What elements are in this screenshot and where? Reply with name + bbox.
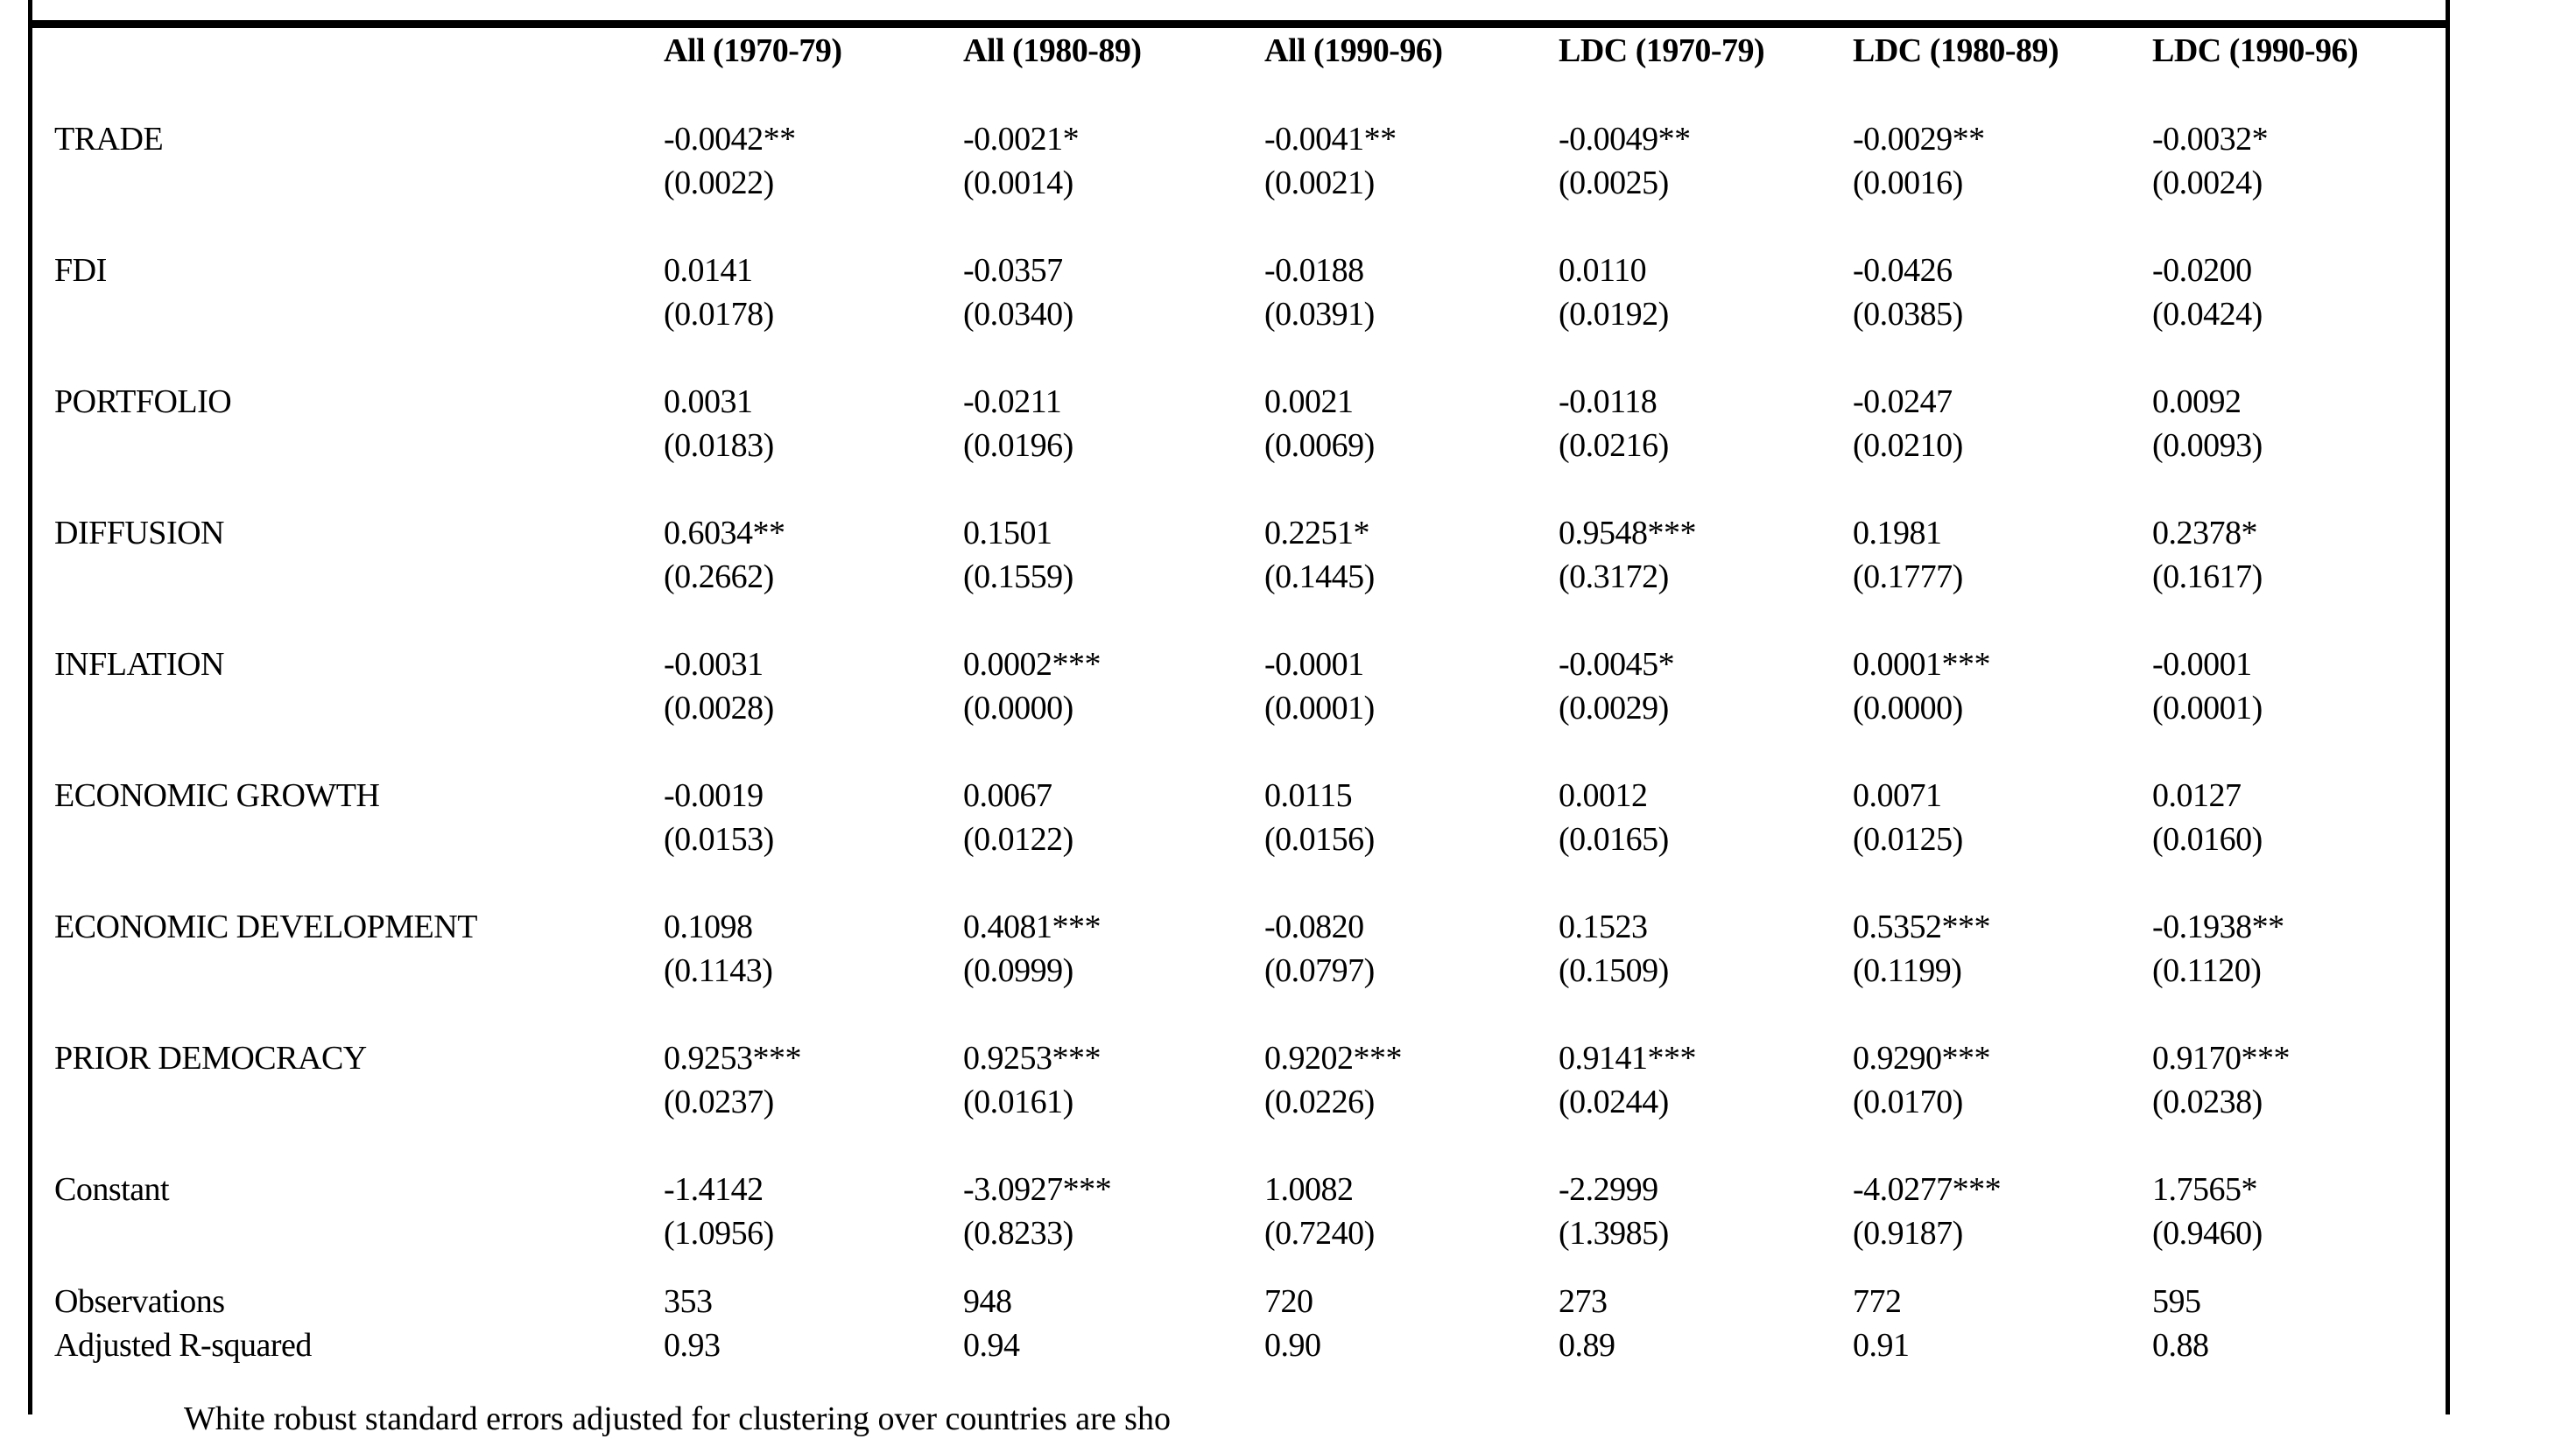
coefficient-value: -4.0277*** <box>1853 1171 2002 1208</box>
standard-error-value: (0.7240) <box>1264 1215 1375 1252</box>
coefficient-value: 0.1523 <box>1559 909 1648 945</box>
coef-cell <box>1264 249 1375 336</box>
standard-error-value: (0.2662) <box>664 558 774 595</box>
stat-value: 0.91 <box>1853 1327 1910 1364</box>
coef-cell <box>1853 249 1963 336</box>
coef-cell <box>2152 642 2263 730</box>
row-label: TRADE <box>54 121 164 158</box>
coef-cell <box>664 905 772 993</box>
column-header: LDC (1990-96) <box>2152 32 2359 69</box>
coefficient-value: 0.0002*** <box>963 646 1101 683</box>
coefficient-value: 0.0092 <box>2152 383 2242 420</box>
coef-cell <box>1559 774 1669 861</box>
coefficient-value: -0.0041** <box>1264 121 1397 158</box>
coef-cell <box>664 1036 801 1124</box>
standard-error-value: (0.3172) <box>1559 558 1669 595</box>
coefficient-value: 0.9548*** <box>1559 515 1696 551</box>
standard-error-value: (0.1143) <box>664 952 773 989</box>
coefficient-value: 0.9202*** <box>1264 1040 1402 1077</box>
stat-value: 0.94 <box>963 1327 1020 1364</box>
table-top-rule <box>28 20 2450 28</box>
coefficient-value: 0.1098 <box>664 909 753 945</box>
coef-cell <box>2152 1168 2263 1255</box>
standard-error-value: (0.0192) <box>1559 296 1669 333</box>
standard-error-value: (0.0244) <box>1559 1084 1669 1120</box>
row-label: ECONOMIC GROWTH <box>54 777 380 814</box>
coefficient-value: 0.6034** <box>664 515 785 551</box>
coefficient-value: 0.9253*** <box>664 1040 801 1077</box>
coef-cell <box>1853 774 1963 861</box>
coef-cell <box>1264 380 1375 467</box>
standard-error-value: (0.0999) <box>963 952 1073 989</box>
stat-value: 273 <box>1559 1283 1608 1320</box>
coefficient-value: -0.0045* <box>1559 646 1675 683</box>
coef-cell <box>1853 1168 2001 1255</box>
coefficient-value: 0.9290*** <box>1853 1040 1990 1077</box>
row-label: INFLATION <box>54 646 224 683</box>
column-header: All (1990-96) <box>1264 32 1443 69</box>
coef-cell <box>1853 117 1985 205</box>
standard-error-value: (0.1120) <box>2152 952 2262 989</box>
stat-value: 0.93 <box>664 1327 721 1364</box>
standard-error-value: (0.0022) <box>664 165 774 201</box>
coef-cell <box>963 380 1073 467</box>
stat-value: 595 <box>2152 1283 2201 1320</box>
stat-label: Observations <box>54 1283 225 1320</box>
standard-error-value: (0.1199) <box>1853 952 1962 989</box>
coef-cell <box>2152 774 2263 861</box>
coef-cell <box>2152 249 2263 336</box>
standard-error-value: (0.9460) <box>2152 1215 2263 1252</box>
table-right-border <box>2446 0 2450 1414</box>
standard-error-value: (0.0093) <box>2152 427 2263 464</box>
standard-error-value: (0.0797) <box>1264 952 1375 989</box>
standard-error-value: (0.0000) <box>1853 690 1963 727</box>
standard-error-value: (0.0125) <box>1853 821 1963 858</box>
coef-cell <box>1559 249 1669 336</box>
coef-cell <box>963 1168 1111 1255</box>
coef-cell <box>1853 380 1963 467</box>
coefficient-value: 0.0012 <box>1559 777 1648 814</box>
stat-value: 0.88 <box>2152 1327 2209 1364</box>
coef-cell <box>963 774 1073 861</box>
coefficient-value: -0.0049** <box>1559 121 1691 158</box>
coefficient-value: -0.0019 <box>664 777 764 814</box>
coef-cell <box>963 117 1079 205</box>
stat-value: 720 <box>1264 1283 1313 1320</box>
coef-cell <box>1264 774 1375 861</box>
coef-cell <box>664 1168 774 1255</box>
coefficient-value: -0.0032* <box>2152 121 2269 158</box>
coefficient-value: -0.0001 <box>1264 646 1364 683</box>
coefficient-value: -0.1938** <box>2152 909 2284 945</box>
coefficient-value: -0.0042** <box>664 121 796 158</box>
coefficient-value: -2.2999 <box>1559 1171 1658 1208</box>
column-header: LDC (1970-79) <box>1559 32 1765 69</box>
coefficient-value: 0.0110 <box>1559 252 1647 289</box>
coefficient-value: 0.4081*** <box>963 909 1101 945</box>
coef-cell <box>1559 905 1669 993</box>
standard-error-value: (0.0160) <box>2152 821 2263 858</box>
coef-cell <box>963 249 1073 336</box>
coefficient-value: 0.0115 <box>1264 777 1353 814</box>
standard-error-value: (0.1509) <box>1559 952 1669 989</box>
standard-error-value: (0.0069) <box>1264 427 1375 464</box>
coefficient-value: 0.1501 <box>963 515 1052 551</box>
standard-error-value: (0.8233) <box>963 1215 1073 1252</box>
coefficient-value: -0.0200 <box>2152 252 2252 289</box>
row-label: PRIOR DEMOCRACY <box>54 1040 367 1077</box>
standard-error-value: (0.0156) <box>1264 821 1375 858</box>
coef-cell <box>1559 642 1674 730</box>
coefficient-value: 0.0127 <box>2152 777 2242 814</box>
coef-cell <box>2152 905 2284 993</box>
standard-error-value: (0.0210) <box>1853 427 1963 464</box>
coef-cell <box>664 774 774 861</box>
coefficient-value: 0.5352*** <box>1853 909 1990 945</box>
standard-error-value: (1.3985) <box>1559 1215 1669 1252</box>
stat-value: 353 <box>664 1283 713 1320</box>
coef-cell <box>664 642 774 730</box>
stat-value: 0.89 <box>1559 1327 1615 1364</box>
row-label: DIFFUSION <box>54 515 224 551</box>
coefficient-value: 1.0082 <box>1264 1171 1354 1208</box>
standard-error-value: (0.0021) <box>1264 165 1375 201</box>
standard-error-value: (0.0029) <box>1559 690 1669 727</box>
coefficient-value: -0.0021* <box>963 121 1080 158</box>
row-label: Constant <box>54 1171 170 1208</box>
standard-error-value: (0.0226) <box>1264 1084 1375 1120</box>
column-header: All (1970-79) <box>664 32 842 69</box>
standard-error-value: (0.1445) <box>1264 558 1375 595</box>
stat-value: 0.90 <box>1264 1327 1321 1364</box>
coefficient-value: 1.7565* <box>2152 1171 2257 1208</box>
coef-cell <box>1559 1168 1669 1255</box>
stat-value: 948 <box>963 1283 1012 1320</box>
standard-error-value: (0.0196) <box>963 427 1073 464</box>
standard-error-value: (0.0161) <box>963 1084 1073 1120</box>
row-label: PORTFOLIO <box>54 383 232 420</box>
coefficient-value: -0.0029** <box>1853 121 1985 158</box>
coefficient-value: -0.0247 <box>1853 383 1953 420</box>
coef-cell <box>1264 511 1375 599</box>
coef-cell <box>1264 1168 1375 1255</box>
coefficient-value: -0.0820 <box>1264 909 1364 945</box>
coefficient-value: 0.0067 <box>963 777 1052 814</box>
coefficient-value: -0.0118 <box>1559 383 1658 420</box>
coefficient-value: -0.0031 <box>664 646 764 683</box>
coef-cell <box>664 249 774 336</box>
coefficient-value: -0.0001 <box>2152 646 2252 683</box>
standard-error-value: (0.0001) <box>1264 690 1375 727</box>
coefficient-value: -0.0188 <box>1264 252 1364 289</box>
coefficient-value: 0.9141*** <box>1559 1040 1696 1077</box>
standard-error-value: (0.0340) <box>963 296 1073 333</box>
standard-error-value: (0.0165) <box>1559 821 1669 858</box>
coef-cell <box>1264 905 1375 993</box>
coef-cell <box>664 117 796 205</box>
standard-error-value: (0.0025) <box>1559 165 1669 201</box>
coef-cell <box>1264 1036 1402 1124</box>
column-header: All (1980-89) <box>963 32 1142 69</box>
coef-cell <box>2152 1036 2290 1124</box>
table-left-border <box>28 0 32 1414</box>
coef-cell <box>1264 642 1375 730</box>
column-header: LDC (1980-89) <box>1853 32 2059 69</box>
coefficient-value: 0.2378* <box>2152 515 2257 551</box>
coef-cell <box>963 1036 1101 1124</box>
row-label: FDI <box>54 252 107 289</box>
standard-error-value: (0.1559) <box>963 558 1073 595</box>
coef-cell <box>1853 1036 1990 1124</box>
standard-error-value: (0.1777) <box>1853 558 1963 595</box>
row-label: ECONOMIC DEVELOPMENT <box>54 909 477 945</box>
standard-error-value: (0.0170) <box>1853 1084 1963 1120</box>
coefficient-value: 0.0031 <box>664 383 753 420</box>
standard-error-value: (0.9187) <box>1853 1215 1963 1252</box>
coef-cell <box>1559 1036 1696 1124</box>
coef-cell <box>1853 642 1990 730</box>
coef-cell <box>1559 511 1696 599</box>
standard-error-value: (0.0016) <box>1853 165 1963 201</box>
standard-error-value: (0.0122) <box>963 821 1073 858</box>
coef-cell <box>1559 117 1691 205</box>
coefficient-value: 0.1981 <box>1853 515 1942 551</box>
coef-cell <box>2152 380 2263 467</box>
coefficient-value: 0.9170*** <box>2152 1040 2290 1077</box>
coefficient-value: 0.0071 <box>1853 777 1942 814</box>
coef-cell <box>1853 511 1963 599</box>
standard-error-value: (0.0028) <box>664 690 774 727</box>
table-footnote: White robust standard errors adjusted for clustering over countries are sho <box>184 1400 1171 1437</box>
standard-error-value: (0.0391) <box>1264 296 1375 333</box>
standard-error-value: (0.0153) <box>664 821 774 858</box>
standard-error-value: (0.0024) <box>2152 165 2263 201</box>
coef-cell <box>2152 511 2263 599</box>
standard-error-value: (0.0385) <box>1853 296 1963 333</box>
coef-cell <box>963 642 1101 730</box>
coefficient-value: 0.0001*** <box>1853 646 1990 683</box>
standard-error-value: (0.0183) <box>664 427 774 464</box>
standard-error-value: (0.0178) <box>664 296 774 333</box>
coefficient-value: -0.0426 <box>1853 252 1953 289</box>
standard-error-value: (0.0237) <box>664 1084 774 1120</box>
standard-error-value: (0.0216) <box>1559 427 1669 464</box>
coefficient-value: 0.2251* <box>1264 515 1369 551</box>
coefficient-value: -0.0357 <box>963 252 1063 289</box>
coef-cell <box>2152 117 2268 205</box>
coef-cell <box>963 511 1073 599</box>
standard-error-value: (0.0014) <box>963 165 1073 201</box>
coefficient-value: 0.9253*** <box>963 1040 1101 1077</box>
coef-cell <box>963 905 1101 993</box>
coefficient-value: 0.0141 <box>664 252 753 289</box>
coef-cell <box>664 380 774 467</box>
stat-label: Adjusted R-squared <box>54 1327 312 1364</box>
coef-cell <box>664 511 785 599</box>
standard-error-value: (0.0424) <box>2152 296 2263 333</box>
coef-cell <box>1853 905 1990 993</box>
coefficient-value: -1.4142 <box>664 1171 764 1208</box>
coefficient-value: 0.0021 <box>1264 383 1354 420</box>
coef-cell <box>1559 380 1669 467</box>
coef-cell <box>1264 117 1397 205</box>
standard-error-value: (1.0956) <box>664 1215 774 1252</box>
standard-error-value: (0.0001) <box>2152 690 2263 727</box>
standard-error-value: (0.1617) <box>2152 558 2263 595</box>
stat-value: 772 <box>1853 1283 1902 1320</box>
standard-error-value: (0.0000) <box>963 690 1073 727</box>
coefficient-value: -3.0927*** <box>963 1171 1112 1208</box>
coefficient-value: -0.0211 <box>963 383 1062 420</box>
standard-error-value: (0.0238) <box>2152 1084 2263 1120</box>
